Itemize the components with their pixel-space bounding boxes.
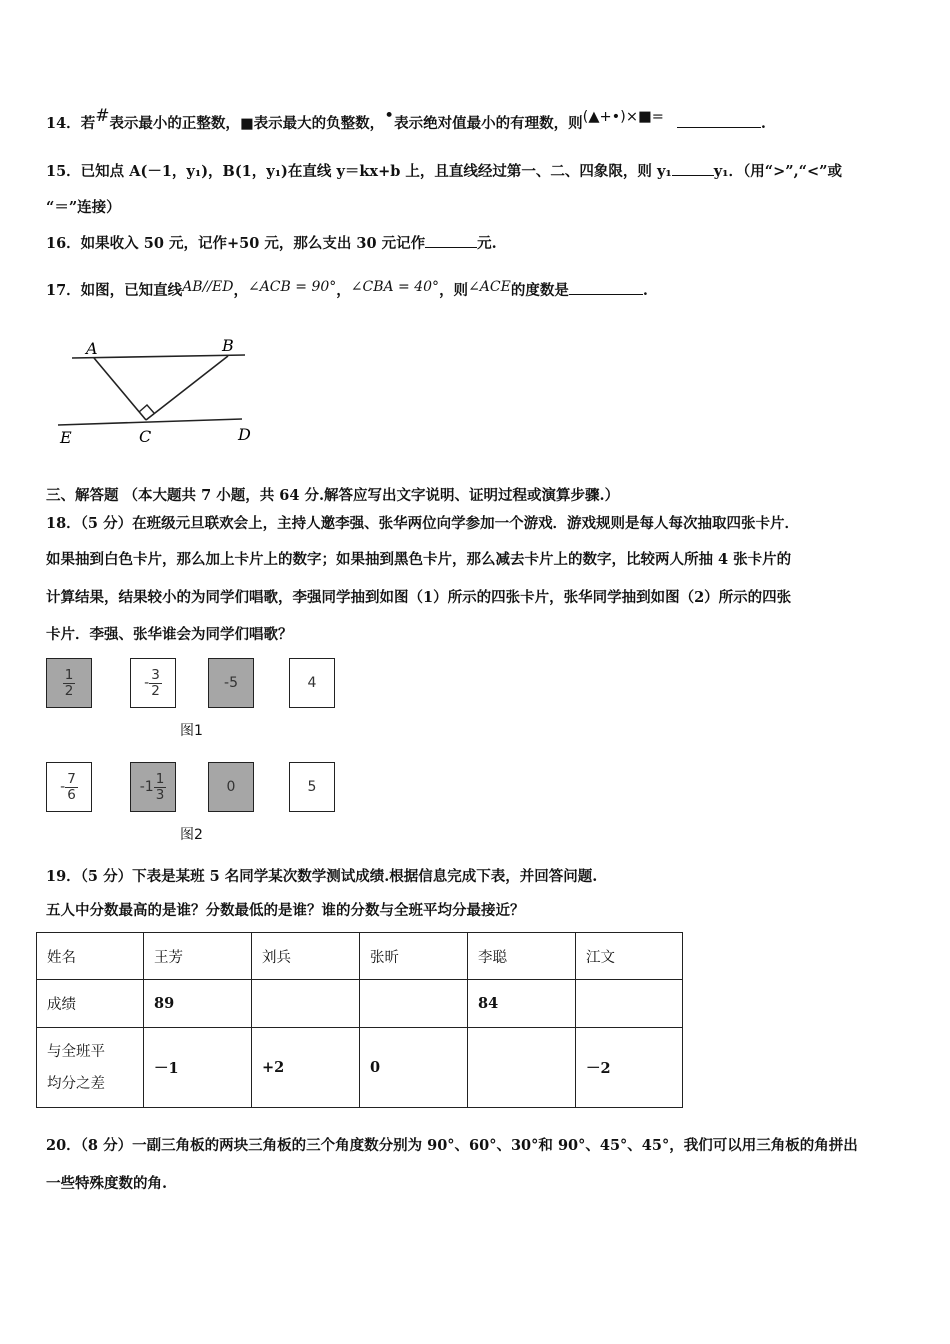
math-angle-ace: ∠ACE: [468, 279, 511, 295]
table-cell: －2: [576, 1028, 683, 1108]
line-ed: [58, 419, 242, 425]
section-3-heading: 三、解答题 （本大题共 7 小题，共 64 分.解答应写出文字说明、证明过程或演算步骤.）: [46, 487, 620, 504]
card-fig2-2: -1 $\frac{1}{3}$: [130, 762, 176, 812]
figure-1-caption: 图1: [180, 723, 203, 739]
expression: (▲+•)×■=: [582, 109, 664, 125]
question-16: 16．如果收入 50 元，记作+50 元，那么支出 30 元记作 元.: [46, 235, 497, 252]
math-parallel: AB//ED: [182, 279, 234, 295]
card-fig1-4: 4: [289, 658, 335, 708]
label-c: C: [139, 427, 152, 446]
label-a: A: [86, 339, 98, 358]
table-header-row: [37, 933, 683, 980]
answer-blank[interactable]: [425, 233, 477, 248]
dot-symbol: •: [384, 106, 395, 126]
table-cell[interactable]: [360, 980, 468, 1028]
table-cell: 89: [144, 980, 252, 1028]
question-18-line4: 卡片．李强、张华谁会为同学们唱歌？: [46, 626, 293, 643]
segment-cb: [146, 356, 228, 420]
square-symbol: ■: [239, 116, 254, 132]
answer-blank[interactable]: [672, 161, 714, 176]
answer-blank[interactable]: [569, 280, 643, 295]
table-cell[interactable]: [576, 980, 683, 1028]
question-18-line3: 计算结果，结果较小的为同学们唱歌，李强同学抽到如图（1）所示的四张卡片，张华同学抽到如图（2）所示的四张: [46, 589, 792, 606]
score-table: [36, 932, 683, 1108]
card-fig2-3: 0: [208, 762, 254, 812]
question-18-line1: 18．（5 分）在班级元旦联欢会上，主持人邀李强、张华两位向学参加一个游戏．游戏规则是每人每次抽取四张卡片．: [46, 515, 800, 532]
card-fig2-1: - $\frac{7}{6}$: [46, 762, 92, 812]
math-angle-cba: ∠CBA = 40°: [350, 279, 440, 295]
question-19-line2: 五人中分数最高的是谁？分数最低的是谁？谁的分数与全班平均分最接近？: [46, 902, 525, 919]
figure-2-caption: 图2: [180, 827, 203, 843]
question-15: 15．已知点 A(－1，y₁)，B(1，y₁)在直线 y＝kx+b 上，且直线经过第一、二、四象限，则 y₁ y₁．（用“>”,“<”或: [46, 163, 842, 180]
hash-symbol: #: [95, 106, 110, 126]
table-cell: 84: [468, 980, 576, 1028]
table-cell[interactable]: [252, 980, 360, 1028]
table-cell: 成绩: [37, 980, 144, 1028]
table-cell: 江文: [576, 933, 683, 980]
label-e: E: [60, 428, 72, 447]
right-angle-mark: [139, 405, 154, 413]
segment-ac: [94, 358, 146, 420]
table-cell: －1: [144, 1028, 252, 1108]
card-fig2-4: 5: [289, 762, 335, 812]
question-15-line2: “＝”连接）: [46, 199, 121, 216]
table-cell: 王芳: [144, 933, 252, 980]
table-cell: 刘兵: [252, 933, 360, 980]
question-14: 14．若#表示最小的正整数，■表示最大的负整数，•表示绝对值最小的有理数，则(▲+•)×■= .: [46, 106, 766, 132]
table-cell[interactable]: [468, 1028, 576, 1108]
table-cell: 0: [360, 1028, 468, 1108]
answer-blank[interactable]: [677, 113, 761, 128]
card-fig1-1: $\frac{1}{2}$: [46, 658, 92, 708]
question-18-line2: 如果抽到白色卡片，那么加上卡片上的数字；如果抽到黑色卡片，那么减去卡片上的数字，比较两人所抽 4 张卡片的: [46, 551, 792, 568]
table-cell: +2: [252, 1028, 360, 1108]
table-cell: 张昕: [360, 933, 468, 980]
table-cell: 李聪: [468, 933, 576, 980]
table-cell: 姓名: [37, 933, 144, 980]
table-cell: 与全班平 均分之差: [37, 1028, 144, 1108]
label-d: D: [238, 425, 251, 444]
question-20-line2: 一些特殊度数的角.: [46, 1175, 168, 1192]
question-17: 17．如图，已知直线AB//ED，∠ACB = 90°，∠CBA = 40°，则∠ACE的度数是 .: [46, 279, 648, 299]
table-row: [37, 1028, 683, 1108]
parallel-lines-figure: [50, 330, 260, 450]
line-ab: [72, 355, 245, 358]
card-fig1-2: - $\frac{3}{2}$: [130, 658, 176, 708]
math-angle-acb: ∠ACB = 90°: [247, 279, 337, 295]
card-fig1-3: -5: [208, 658, 254, 708]
table-row: [37, 980, 683, 1028]
question-20-line1: 20．（8 分）一副三角板的两块三角板的三个角度数分别为 90°、60°、30°和 90°、45°、45°，我们可以用三角板的角拼出: [46, 1137, 858, 1154]
question-19-line1: 19．（5 分）下表是某班 5 名同学某次数学测试成绩.根据信息完成下表，并回答问题.: [46, 868, 598, 885]
label-b: B: [222, 336, 234, 355]
